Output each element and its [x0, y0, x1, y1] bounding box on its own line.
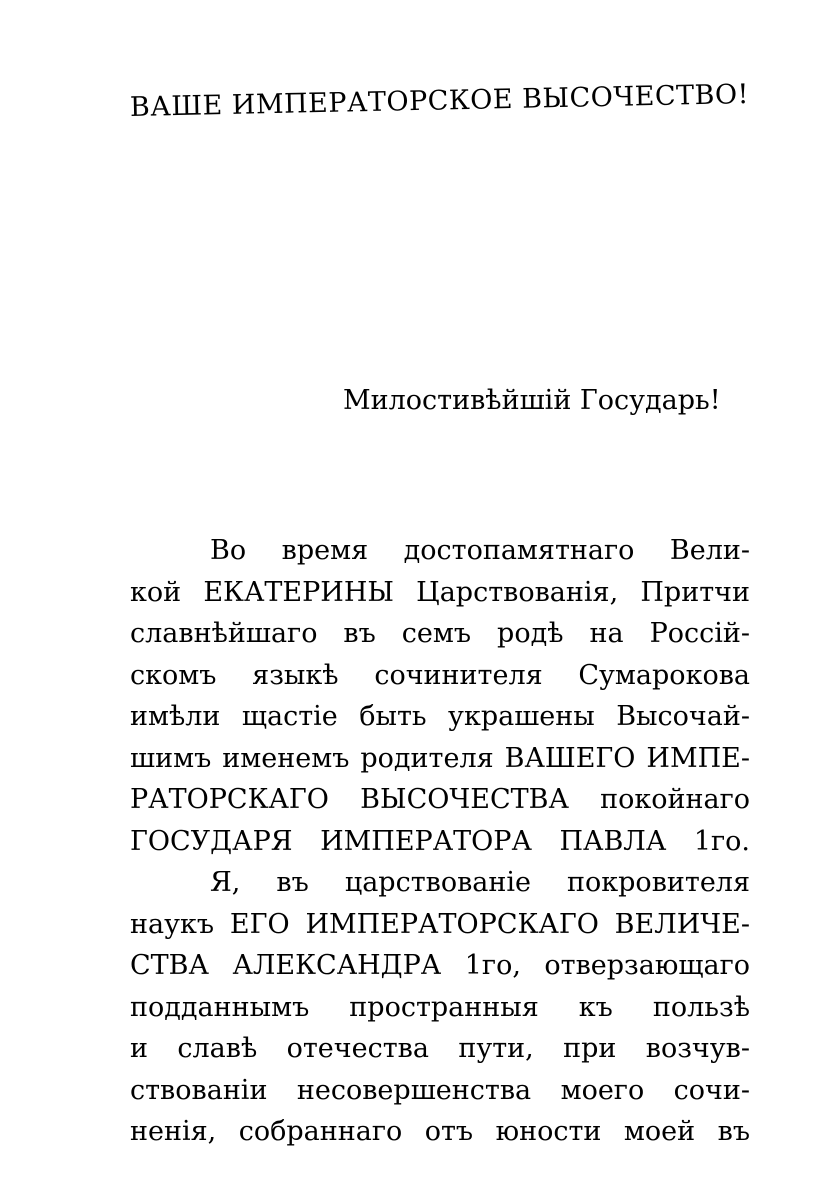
- body-line: наукъ ЕГО ИМПЕРАТОРСКАГО ВЕЛИЧЕ-: [130, 908, 750, 940]
- body-line: ГОСУДАРЯ ИМПЕРАТОРА ПАВЛА 1го.: [130, 825, 750, 857]
- salutation: Милостивѣйшій Государь!: [343, 385, 721, 416]
- body-line: шимъ именемъ родителя ВАШЕГО ИМПЕ-: [130, 742, 750, 774]
- body-line: и славѣ отечества пути, при возчув-: [130, 1033, 750, 1064]
- dedication-heading: ВАШЕ ИМПЕРАТОРСКОЕ ВЫСОЧЕСТВО!: [129, 79, 750, 123]
- body-line: имѣли щастіе быть украшены Высочай-: [130, 701, 750, 732]
- body-line: славнѣйшаго въ семъ родѣ на Россій-: [130, 618, 750, 649]
- body-line: Я, въ царствованіе покровителя: [210, 867, 750, 898]
- body-line: Во время достопамятнаго Вели-: [210, 535, 750, 566]
- body-line: ствованіи несовершенства моего сочи-: [130, 1074, 750, 1106]
- body-line: ненія, собраннаго отъ юности моей въ: [130, 1116, 750, 1147]
- body-text: [130, 530, 750, 1153]
- body-line: кой ЕКАТЕРИНЫ Царствованія, Притчи: [130, 576, 750, 608]
- body-line: СТВА АЛЕКСАНДРА 1го, отверзающаго: [130, 950, 750, 981]
- body-line: скомъ языкѣ сочинителя Сумарокова: [130, 659, 750, 691]
- body-line: подданнымъ пространныя къ пользѣ: [130, 991, 750, 1023]
- body-line: РАТОРСКАГО ВЫСОЧЕСТВА покойнаго: [130, 784, 750, 815]
